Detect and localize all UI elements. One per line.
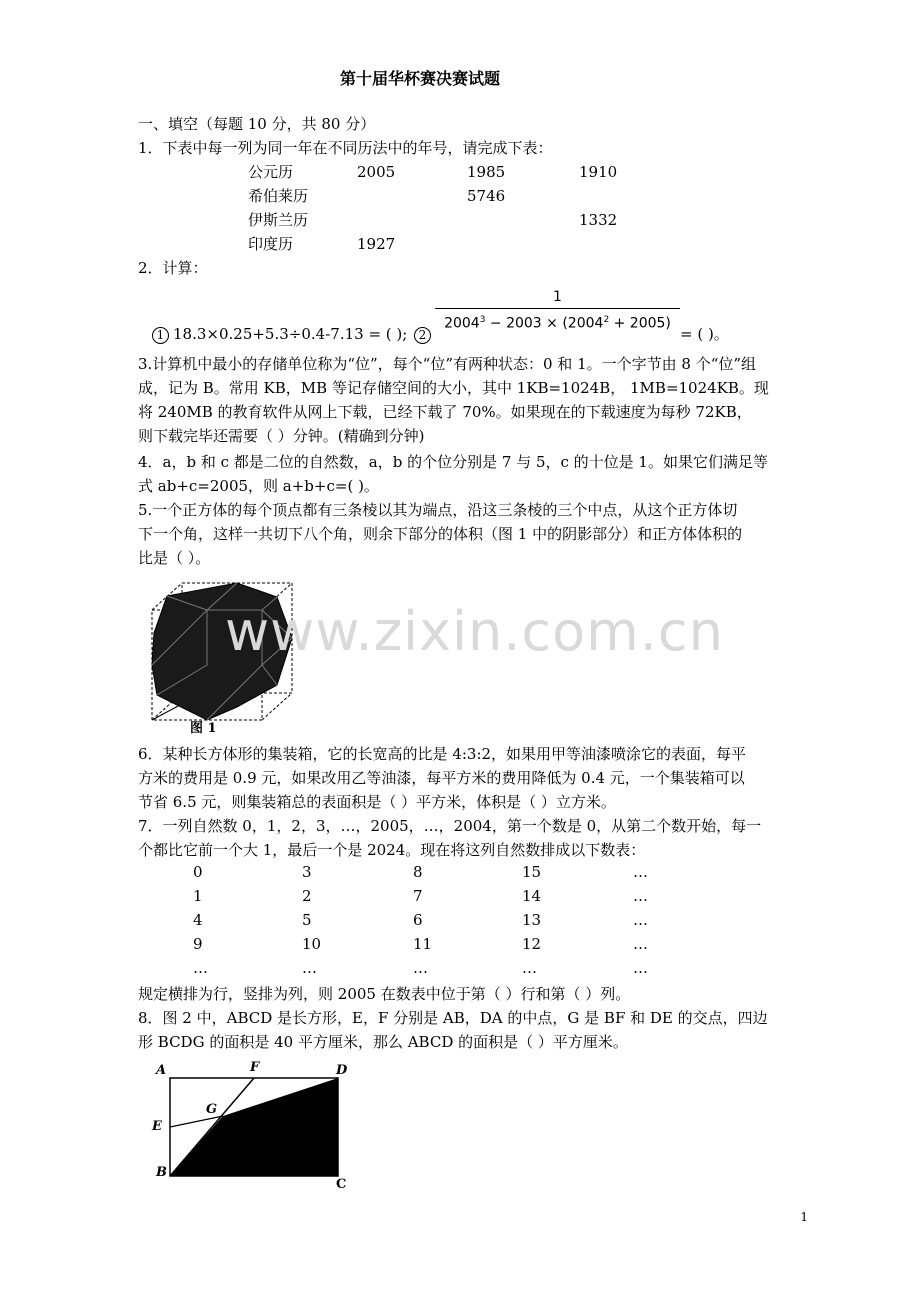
grid-cell: … — [633, 959, 648, 977]
table-cell: 1332 — [579, 211, 618, 229]
q6-line: 节省 6.5 元，则集装箱总的表面积是（ ）平方米，体积是（ ）立方米。 — [138, 793, 616, 811]
table-row-label: 伊斯兰历 — [248, 211, 309, 229]
label-g: G — [206, 1102, 218, 1117]
table-cell: 2005 — [357, 163, 396, 181]
q2-fraction — [435, 286, 680, 335]
table-cell: 1910 — [579, 163, 618, 181]
grid-cell: 10 — [302, 935, 322, 953]
grid-cell: 15 — [522, 863, 542, 881]
circled-number: 2 — [414, 327, 431, 344]
grid-cell: … — [193, 959, 208, 977]
fraction-numerator: 1 — [553, 289, 562, 305]
q6-line: 6．某种长方体形的集装箱，它的长宽高的比是 4:3:2，如果用甲等油漆喷涂它的表面，每平 — [138, 745, 747, 763]
q4-line: 式 ab+c=2005，则 a+b+c=( )。 — [138, 477, 379, 495]
figure-1-label: 图 1 — [190, 721, 217, 735]
grid-cell: 13 — [522, 911, 542, 929]
fraction-denominator: $2004^3 - 2003 \times (2004^2 + 2005)$ — [444, 315, 671, 332]
grid-cell: 5 — [302, 911, 312, 929]
q7-line: 7．一列自然数 0，1，2，3，…，2005，…，2004，第一个数是 0，从第二个数开始，每一 — [138, 817, 762, 835]
q5-line: 5.一个正方体的每个顶点都有三条棱以其为端点，沿这三条棱的三个中点，从这个正方体切 — [138, 501, 738, 519]
grid-cell: … — [633, 935, 648, 953]
circled-number: 1 — [152, 327, 169, 344]
watermark: www.zixin.com.cn — [225, 600, 724, 663]
grid-cell: 6 — [413, 911, 423, 929]
grid-cell: 3 — [302, 863, 312, 881]
label-a: A — [156, 1063, 167, 1078]
q2-label: 2．计算： — [138, 259, 208, 277]
grid-cell: … — [413, 959, 428, 977]
grid-cell: … — [302, 959, 317, 977]
grid-cell: 14 — [522, 887, 542, 905]
q7-line: 个都比它前一个大 1，最后一个是 2024。现在将这列自然数排成以下数表： — [138, 841, 646, 859]
grid-cell: … — [633, 863, 648, 881]
q2-part1 — [152, 322, 407, 346]
grid-cell: 8 — [413, 863, 423, 881]
grid-cell: … — [633, 887, 648, 905]
table-row-label: 希伯莱历 — [248, 187, 309, 205]
table-cell: 5746 — [467, 187, 506, 205]
q2-part1-expression: 18.3×0.25+5.3÷0.4-7.13 = ( ); — [173, 325, 408, 343]
label-e: E — [152, 1119, 162, 1134]
q3-line: 3.计算机中最小的存储单位称为“位”，每个“位”有两种状态：0 和 1。一个字节由 8 个“位”组 — [138, 355, 757, 373]
label-d: D — [336, 1063, 348, 1078]
q2-part2-tail: = ( )。 — [680, 325, 729, 343]
q7-line: 规定横排为行，竖排为列，则 2005 在数表中位于第（ ）行和第（ ）列。 — [138, 985, 631, 1003]
table-row-label: 公元历 — [248, 163, 294, 181]
grid-cell: 7 — [413, 887, 423, 905]
q6-line: 方米的费用是 0.9 元，如果改用乙等油漆，每平方米的费用降低为 0.4 元，一个集装箱可以 — [138, 769, 745, 787]
grid-cell: 4 — [193, 911, 203, 929]
q3-line: 则下载完毕还需要（ ）分钟。(精确到分钟) — [138, 427, 425, 445]
grid-cell: 9 — [193, 935, 203, 953]
section-heading: 一、填空（每题 10 分，共 80 分） — [138, 115, 376, 133]
q2-part2-marker — [414, 322, 435, 346]
label-c: C — [336, 1177, 347, 1192]
q3-line: 成，记为 B。常用 KB，MB 等记存储空间的大小，其中 1KB=1024B， 1MB=1024KB。现 — [138, 379, 769, 397]
q1-text: 1．下表中每一列为同一年在不同历法中的年号，请完成下表： — [138, 139, 553, 157]
grid-cell: 12 — [522, 935, 542, 953]
grid-cell: 11 — [413, 935, 433, 953]
q5-line: 下一个角，这样一共切下八个角，则余下部分的体积（图 1 中的阴影部分）和正方体体积的 — [138, 525, 743, 543]
page-number: 1 — [800, 1210, 808, 1224]
q3-line: 将 240MB 的教育软件从网上下载，已经下载了 70%。如果现在的下载速度为每秒 72KB， — [138, 403, 752, 421]
table-cell: 1985 — [467, 163, 506, 181]
grid-cell: … — [522, 959, 537, 977]
q4-line: 4．a，b 和 c 都是二位的自然数，a，b 的个位分别是 7 与 5，c 的十位是 1。如果它们满足等 — [138, 453, 768, 471]
label-f: F — [250, 1060, 260, 1075]
q5-line: 比是（ ）。 — [138, 549, 211, 567]
grid-cell: 1 — [193, 887, 203, 905]
q8-line: 形 BCDG 的面积是 40 平方厘米，那么 ABCD 的面积是（ ）平方厘米。 — [138, 1033, 628, 1051]
grid-cell: 0 — [193, 863, 203, 881]
q8-line: 8．图 2 中，ABCD 是长方形，E，F 分别是 AB，DA 的中点，G 是 BF 和 DE 的交点，四边 — [138, 1009, 768, 1027]
grid-cell: 2 — [302, 887, 312, 905]
figure-2-rectangle — [148, 1058, 360, 1192]
page-title: 第十届华杯赛决赛试题 — [339, 69, 500, 88]
table-cell: 1927 — [357, 235, 396, 253]
label-b: B — [156, 1165, 167, 1180]
grid-cell: … — [633, 911, 648, 929]
table-row-label: 印度历 — [248, 235, 294, 253]
